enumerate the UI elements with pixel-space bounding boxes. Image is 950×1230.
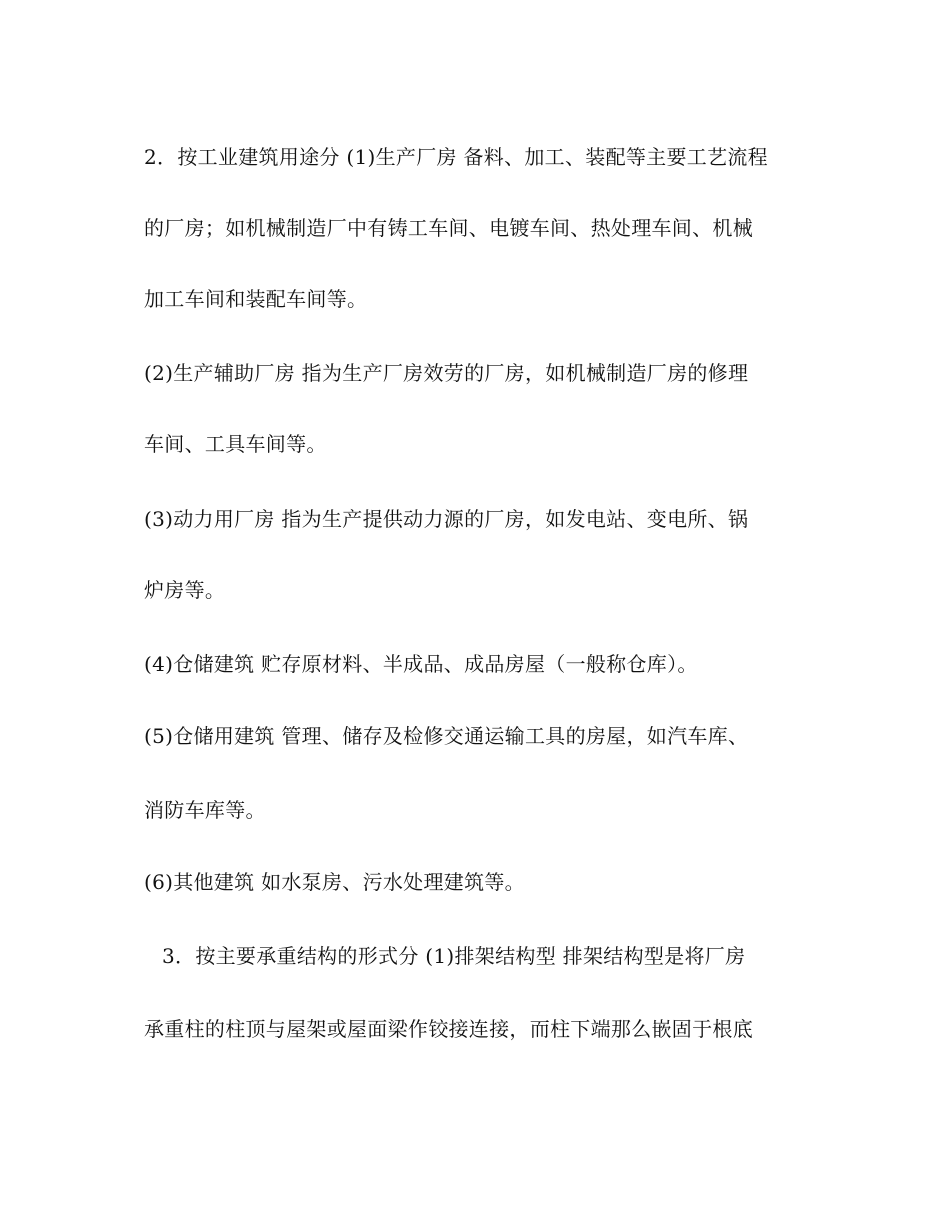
text-line: (2)生产辅助厂房 指为生产厂房效劳的厂房，如机械制造厂房的修理: [144, 361, 749, 385]
text-line: 车间、工具车间等。: [144, 432, 327, 456]
text-line: 3．按主要承重结构的形式分 (1)排架结构型 排架结构型是将厂房: [162, 944, 746, 968]
text-line: 2．按工业建筑用途分 (1)生产厂房 备料、加工、装配等主要工艺流程: [144, 145, 768, 169]
text-line: 消防车库等。: [144, 798, 266, 822]
text-line: 炉房等。: [144, 578, 226, 602]
text-line: (6)其他建筑 如水泵房、污水处理建筑等。: [144, 870, 525, 894]
text-line: 加工车间和装配车间等。: [144, 287, 368, 311]
text-line: 承重柱的柱顶与屋架或屋面梁作铰接连接，而柱下端那么嵌固于根底: [144, 1017, 753, 1041]
text-line: (5)仓储用建筑 管理、储存及检修交通运输工具的房屋，如汽车库、: [144, 724, 749, 748]
text-line: 的厂房；如机械制造厂中有铸工车间、电镀车间、热处理车间、机械: [144, 216, 753, 240]
text-line: (4)仓储建筑 贮存原材料、半成品、成品房屋（一般称仓库）。: [144, 652, 698, 676]
text-line: (3)动力用厂房 指为生产提供动力源的厂房，如发电站、变电所、锅: [144, 507, 749, 531]
